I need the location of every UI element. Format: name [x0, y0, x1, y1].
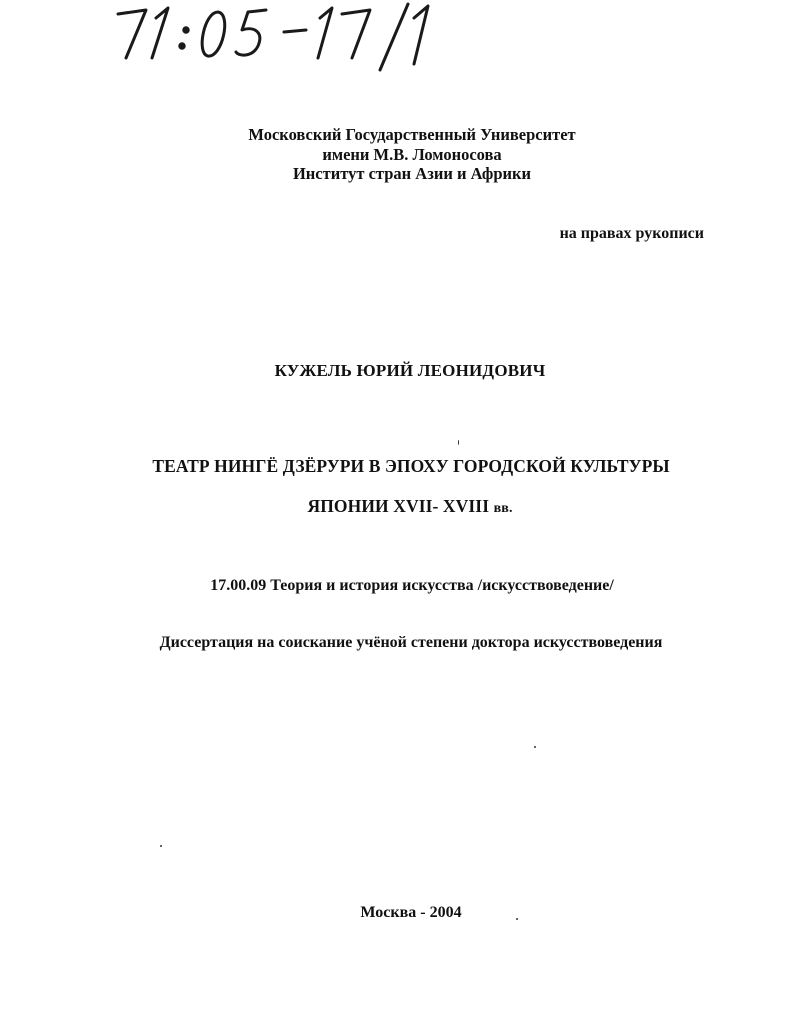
city-and-year: Москва - 2004 — [360, 904, 462, 921]
university-name: Московский Государственный Университет — [248, 125, 576, 144]
scan-speck — [516, 918, 518, 920]
specialty-code: 17.00.09 Теория и история искусства /искусствоведение/ — [210, 577, 614, 594]
university-honorific: имени М.В. Ломоносова — [322, 145, 502, 164]
handwritten-archive-number — [108, 0, 448, 72]
scan-speck — [458, 440, 459, 445]
dissertation-title-line-1: ТЕАТР НИНГЁ ДЗЁРУРИ В ЭПОХУ ГОРОДСКОЙ КУЛЬТУРЫ — [152, 456, 670, 476]
title-line-2-suffix: вв. — [493, 501, 513, 516]
manuscript-rights-note: на правах рукописи — [559, 225, 704, 242]
institute-name: Институт стран Азии и Африки — [292, 164, 532, 183]
dissertation-degree: Диссертация на соискание учёной степени доктора искусствоведения — [159, 634, 663, 651]
dissertation-title-line-2 — [307, 498, 512, 516]
author-name: КУЖЕЛЬ ЮРИЙ ЛЕОНИДОВИЧ — [274, 361, 546, 380]
scan-speck — [534, 746, 536, 748]
scan-speck — [160, 845, 162, 847]
title-line-2-main: ЯПОНИИ XVII- XVIII — [307, 496, 490, 516]
